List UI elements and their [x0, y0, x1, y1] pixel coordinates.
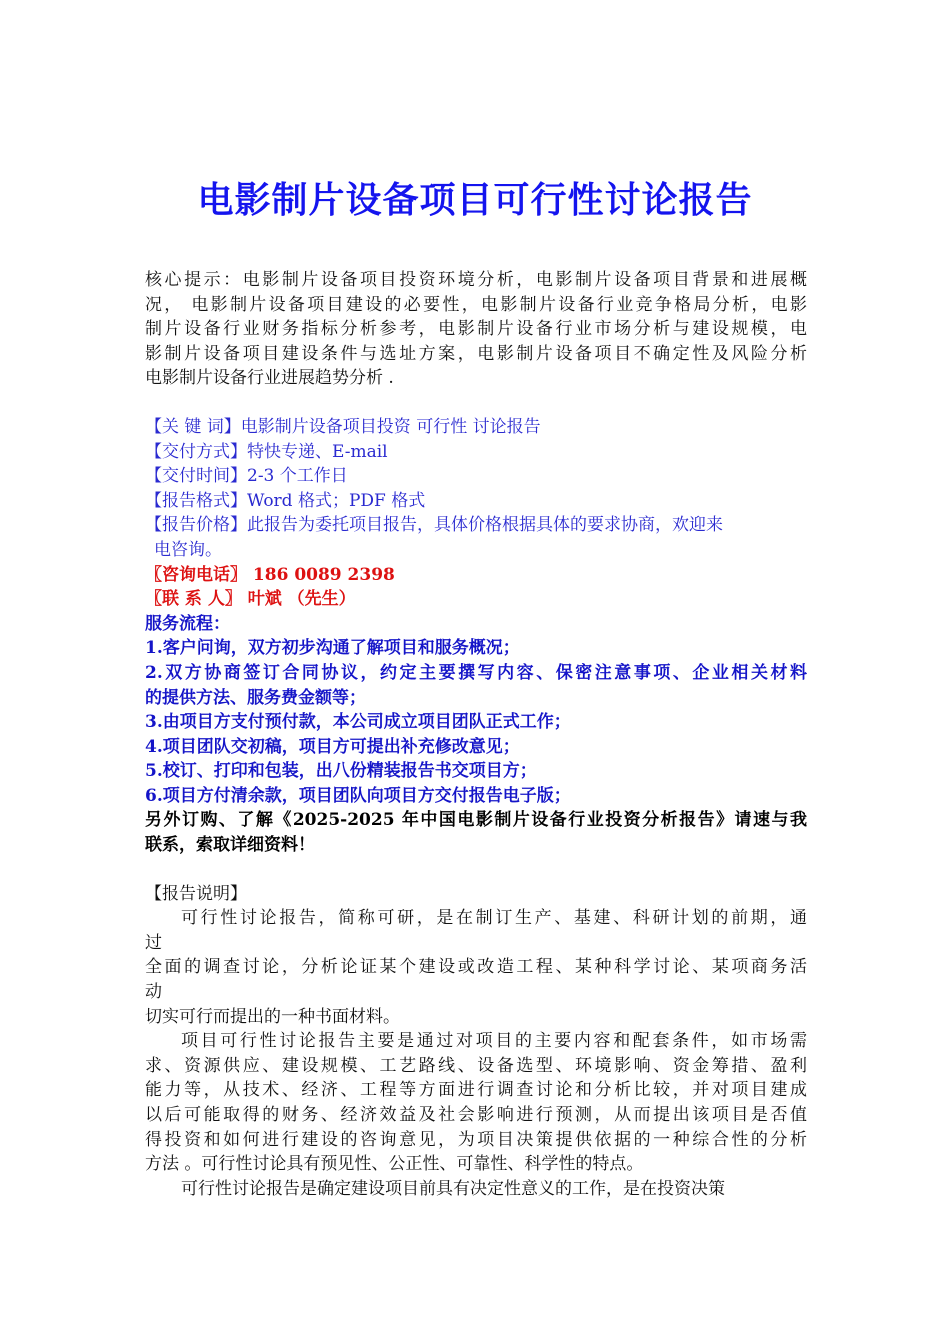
keywords-line: 【关 键 词】电影制片设备项目投资 可行性 讨论报告: [145, 416, 541, 437]
delivery-method-line: 【交付方式】特快专递、E-mail: [145, 441, 388, 462]
order-line: 联系，索取详细资料！: [145, 835, 315, 856]
format-line: 【报告格式】Word 格式；PDF 格式: [145, 490, 426, 511]
report-line: 求、资源供应、建设规模、工艺路线、设备选型、环境影响、资金筹措、盈利: [145, 1055, 807, 1076]
service-step: 6.项目方付清余款，项目团队向项目方交付报告电子版；: [145, 785, 571, 806]
summary-line: 况， 电影制片设备项目建设的必要性，电影制片设备行业竞争格局分析，电影: [145, 294, 807, 315]
phone-line: 〖咨询电话〗 186 0089 2398: [145, 564, 395, 585]
document-title: 电影制片设备项目可行性讨论报告: [197, 180, 753, 221]
service-step: 3.由项目方支付预付款，本公司成立项目团队正式工作；: [145, 712, 571, 733]
order-line: 另外订购、了解《2025-2025 年中国电影制片设备行业投资分析报告》请速与我: [145, 810, 807, 831]
document-body: [145, 268, 807, 1201]
report-line: 能力等，从技术、经济、工程等方面进行调查讨论和分析比较，并对项目建成: [145, 1080, 807, 1101]
report-line: 可行性讨论报告，简称可研，是在制订生产、基建、科研计划的前期，通: [181, 908, 807, 929]
price-line-continued: 电咨询。: [154, 539, 222, 560]
summary-paragraph: [145, 268, 807, 391]
report-line: 切实可行而提出的一种书面材料。: [145, 1006, 400, 1027]
service-step: 2.双方协商签订合同协议，约定主要撰写内容、保密注意事项、企业相关材料: [145, 662, 807, 683]
info-block: [145, 415, 807, 612]
report-line: 过: [145, 932, 162, 953]
report-line: 以后可能取得的财务、经济效益及社会影响进行预测，从而提出该项目是否值: [145, 1105, 807, 1125]
service-step: 4.项目团队交初稿，项目方可提出补充修改意见；: [145, 736, 520, 757]
service-step: 5.校订、打印和包装，出八份精装报告书交项目方；: [145, 761, 537, 782]
report-line: 全面的调查讨论，分析论证某个建设或改造工程、某种科学讨论、某项商务活: [145, 957, 807, 978]
summary-line: 电影制片设备行业进展趋势分析 .: [145, 368, 394, 389]
price-line: 【报告价格】此报告为委托项目报告，具体价格根据具体的要求协商，欢迎来: [145, 515, 723, 536]
service-step: 1.客户问询，双方初步沟通了解项目和服务概况；: [145, 638, 520, 659]
report-heading: 【报告说明】: [145, 883, 247, 904]
report-line: 得投资和如何进行建设的咨询意见，为项目决策提供依据的一种综合性的分析: [145, 1129, 807, 1150]
delivery-time-line: 【交付时间】2-3 个工作日: [145, 466, 348, 487]
service-step: 的提供方法、服务费金额等；: [145, 687, 366, 708]
report-description: [145, 882, 807, 1202]
service-heading: 服务流程：: [145, 613, 230, 634]
summary-line: 制片设备行业财务指标分析参考，电影制片设备行业市场分析与建设规模，电: [145, 319, 807, 340]
report-line: 项目可行性讨论报告主要是通过对项目的主要内容和配套条件，如市场需: [181, 1031, 807, 1052]
report-line: 方法 。可行性讨论具有预见性、公正性、可靠性、科学性的特点。: [145, 1154, 644, 1175]
summary-line: 影制片设备项目建设条件与选址方案，电影制片设备项目不确定性及风险分析: [145, 343, 807, 364]
summary-line: 核心提示：电影制片设备项目投资环境分析，电影制片设备项目背景和进展概: [145, 270, 807, 290]
report-line: 动: [145, 982, 162, 1003]
service-block: [145, 612, 807, 858]
contact-line: 〖联 系 人〗 叶斌 （先生）: [145, 589, 356, 610]
report-line: 可行性讨论报告是确定建设项目前具有决定性意义的工作，是在投资决策: [181, 1178, 725, 1199]
